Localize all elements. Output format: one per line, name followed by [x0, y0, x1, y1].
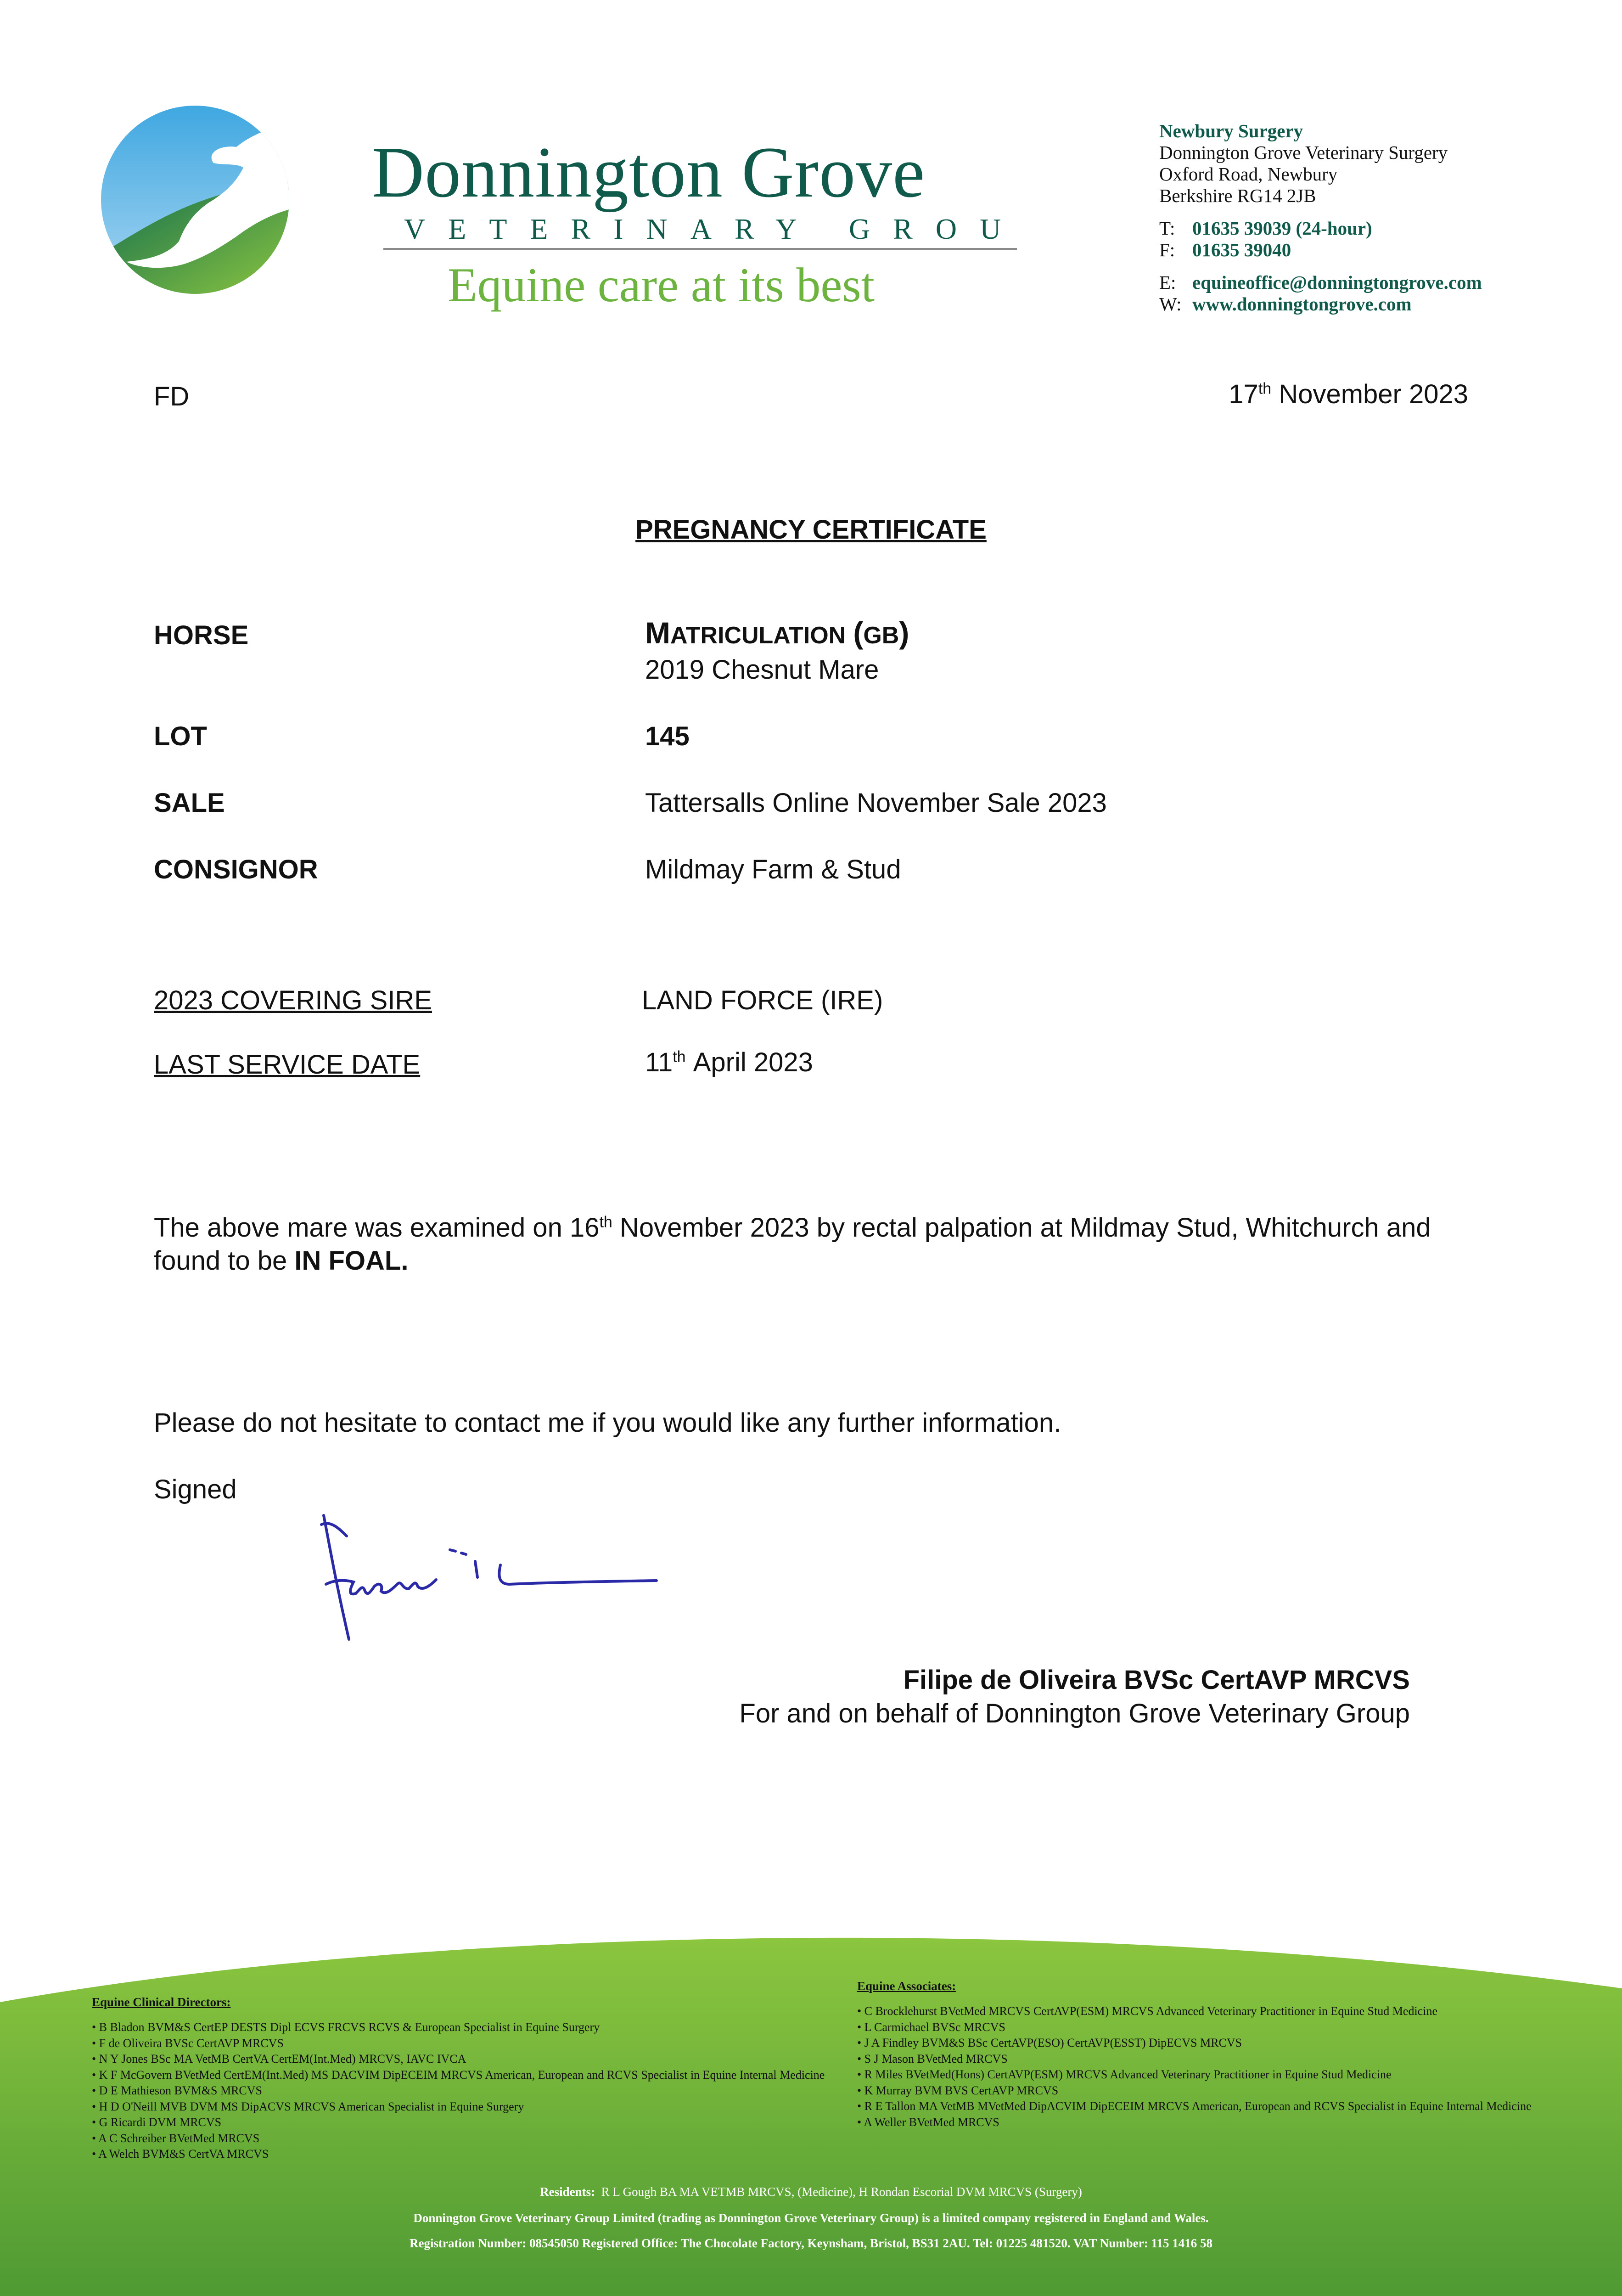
address-block [1159, 120, 1482, 315]
director-item: • K F McGovern BVetMed CertEM(Int.Med) MS DACVIM DipECEIM MRCVS American, European and RCVS Specialist in Equine Internal Medicine [92, 2067, 826, 2083]
date-day: 17 [1229, 379, 1258, 409]
email-label: E: [1159, 272, 1176, 293]
telephone-label: T: [1159, 218, 1175, 239]
clinical-directors-heading: Equine Clinical Directors: [92, 1995, 231, 2009]
associate-item: • R Miles BVetMed(Hons) CertAVP(ESM) MRCVS Advanced Veterinary Practitioner in Equine Stud Medicine [857, 2067, 1555, 2083]
address-line: Oxford Road, Newbury [1159, 163, 1338, 185]
horse-name [645, 615, 909, 650]
exam-statement-line1 [154, 1212, 1431, 1243]
director-item: • A C Schreiber BVetMed MRCVS [92, 2131, 826, 2147]
associate-item: • L Carmichael BVSc MRCVS [857, 2020, 1555, 2036]
director-item: • N Y Jones BSc MA VetMB CertVA CertEM(Int.Med) MRCVS, IAVC IVCA [92, 2051, 826, 2067]
address-line: Donnington Grove Veterinary Surgery [1159, 142, 1448, 163]
associate-item: • R E Tallon MA VetMB MVetMed DipACVIM DipECEIM MRCVS American, European and RCVS Specialist in Equine Internal Medicine [857, 2099, 1555, 2115]
lot-value: 145 [645, 721, 690, 751]
letter-date [1229, 379, 1468, 410]
horse-country: GB [863, 622, 899, 649]
associate-item: • C Brocklehurst BVetMed MRCVS CertAVP(ESM) MRCVS Advanced Veterinary Practitioner in Equine Stud Medicine [857, 2003, 1555, 2020]
handwritten-signature [317, 1511, 661, 1644]
fax-label: F: [1159, 239, 1175, 260]
exam-result: IN FOAL. [294, 1246, 409, 1276]
covering-sire-value: LAND FORCE (IRE) [642, 985, 883, 1015]
covering-sire-label: 2023 COVERING SIRE [154, 985, 432, 1015]
director-item: • G Ricardi DVM MRCVS [92, 2115, 826, 2131]
residents-line [0, 2185, 1622, 2199]
fax-row [1159, 239, 1482, 261]
website-row [1159, 293, 1482, 315]
associate-item: • K Murray BVM BVS CertAVP MRCVS [857, 2083, 1555, 2099]
exam-text-end: November 2023 by rectal palpation at Mildmay Stud, Whitchurch and [612, 1213, 1431, 1243]
clinical-directors-list [92, 2020, 826, 2162]
director-item: • H D O'Neill MVB DVM MS DipACVS MRCVS American Specialist in Equine Surgery [92, 2099, 826, 2115]
website-link[interactable]: www.donningtongrove.com [1192, 293, 1412, 315]
website-label: W: [1159, 293, 1182, 315]
equine-associates-section [857, 1979, 1555, 2130]
consignor-value: Mildmay Farm & Stud [645, 855, 901, 884]
brand-divider [383, 248, 1017, 250]
residents-names: R L Gough BA MA VETMB MRCVS, (Medicine), H Rondan Escorial DVM MRCVS (Surgery) [601, 2185, 1082, 2199]
service-suffix: th [673, 1048, 686, 1066]
consignor-label: CONSIGNOR [154, 855, 318, 884]
clinical-directors-section [92, 1995, 826, 2162]
surgery-name: Newbury Surgery [1159, 120, 1303, 141]
director-item: • F de Oliveira BVSc CertAVP MRCVS [92, 2036, 826, 2052]
company-logo [99, 103, 292, 296]
associate-item: • J A Findley BVM&S BSc CertAVP(ESO) CertAVP(ESST) DipECVS MRCVS [857, 2035, 1555, 2051]
signatory-affiliation: For and on behalf of Donnington Grove Veterinary Group [739, 1699, 1410, 1728]
horse-name-paren-close: ) [899, 616, 909, 650]
director-item: • A Welch BVM&S CertVA MRCVS [92, 2146, 826, 2162]
brand-title: Donnington Grove [372, 132, 926, 213]
address-line: Berkshire RG14 2JB [1159, 185, 1316, 206]
registration-details: Registration Number: 08545050 Registered Office: The Chocolate Factory, Keynsham, Bristol, BS31 2AU. Tel: 01225 481520. VAT Number: 115 1416 58 [410, 2236, 1212, 2250]
exam-result-prefix: found to be [154, 1246, 295, 1276]
contact-sentence: Please do not hesitate to contact me if you would like any further information. [154, 1408, 1061, 1438]
email-link[interactable]: equineoffice@donningtongrove.com [1192, 272, 1482, 293]
equine-associates-list [857, 2003, 1555, 2130]
certificate-heading: PREGNANCY CERTIFICATE [635, 515, 987, 545]
exam-statement-line2 [154, 1245, 408, 1276]
service-day: 11 [645, 1047, 673, 1077]
sale-value: Tattersalls Online November Sale 2023 [645, 788, 1107, 818]
company-registration-statement: Donnington Grove Veterinary Group Limited (trading as Donnington Grove Veterinary Group) is a limited company registered in England and Wales. [413, 2211, 1209, 2225]
residents-label: Residents: [540, 2185, 595, 2199]
exam-text-start: The above mare was examined on 16 [154, 1213, 600, 1243]
director-item: • B Bladon BVM&S CertEP DESTS Dipl ECVS FRCVS RCVS & European Specialist in Equine Surgery [92, 2020, 826, 2036]
horse-description: 2019 Chesnut Mare [645, 655, 879, 685]
brand-subtitle: VETERINARY GROU [404, 213, 1024, 245]
horse-label: HORSE [154, 620, 249, 650]
telephone-row [1159, 218, 1482, 239]
service-month-year: April 2023 [693, 1047, 813, 1077]
horse-name-paren-open: ( [853, 616, 864, 650]
director-item: • D E Mathieson BVM&S MRCVS [92, 2083, 826, 2099]
email-row [1159, 272, 1482, 293]
horse-name-rest: ATRICULATION [670, 622, 846, 649]
last-service-date [645, 1047, 813, 1078]
signed-label: Signed [154, 1474, 237, 1504]
horse-name-initial: M [645, 616, 670, 650]
lot-label: LOT [154, 721, 207, 751]
sale-label: SALE [154, 788, 225, 818]
date-month-year: November 2023 [1279, 379, 1468, 409]
exam-date-suffix: th [599, 1213, 612, 1231]
date-suffix: th [1258, 380, 1272, 398]
telephone-number[interactable]: 01635 39039 (24-hour) [1192, 218, 1372, 239]
brand-tagline: Equine care at its best [448, 258, 875, 312]
letter-reference: FD [154, 382, 190, 411]
signatory-name: Filipe de Oliveira BVSc CertAVP MRCVS [903, 1665, 1410, 1695]
last-service-label: LAST SERVICE DATE [154, 1050, 421, 1080]
fax-number: 01635 39040 [1192, 239, 1291, 260]
associate-item: • A Weller BVetMed MRCVS [857, 2115, 1555, 2131]
associate-item: • S J Mason BVetMed MRCVS [857, 2051, 1555, 2067]
equine-associates-heading: Equine Associates: [857, 1979, 956, 1993]
